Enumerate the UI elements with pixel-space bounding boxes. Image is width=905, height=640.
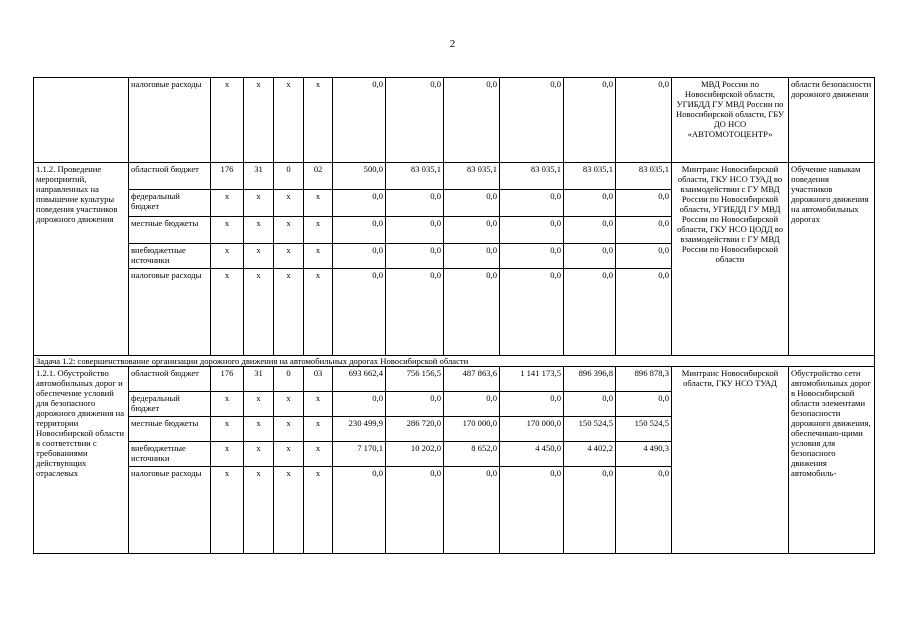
- value-cell: 83 035,1: [616, 163, 672, 190]
- value-cell: 0,0: [333, 392, 386, 417]
- value-cell: 0,0: [333, 217, 386, 244]
- task-title: Задача 1.2: совершенствование организации дорожного движения на автомобильных дорогах Новосибирской области: [34, 356, 875, 367]
- code-cell: х: [304, 190, 333, 217]
- measure-name-cell: [34, 78, 129, 163]
- value-cell: 0,0: [444, 190, 500, 217]
- task-row: [34, 356, 875, 367]
- value-cell: 0,0: [386, 217, 444, 244]
- code-cell: х: [274, 190, 304, 217]
- code-cell: х: [244, 78, 274, 163]
- code-cell: х: [211, 190, 244, 217]
- code-cell: х: [274, 392, 304, 417]
- value-cell: 7 170,1: [333, 442, 386, 467]
- code-cell: х: [304, 442, 333, 467]
- value-cell: 0,0: [616, 467, 672, 554]
- funding-source: налоговые расходы: [129, 78, 211, 163]
- executor-cell: Минтранс Новосибирской области, ГКУ НСО ТУАД во взаимодействии с ГУ МВД России по Новосибирской области, УГИБДД ГУ МВД России по Новосибирской области, ГКУ НСО ЦОДД во взаимодействии с ГУ МВД России по Новосибирской области: [672, 163, 789, 356]
- value-cell: 8 652,0: [444, 442, 500, 467]
- value-cell: 0,0: [616, 190, 672, 217]
- value-cell: 170 000,0: [444, 417, 500, 442]
- value-cell: 0,0: [444, 269, 500, 356]
- code-cell: х: [304, 217, 333, 244]
- executor-cell: МВД России по Новосибирской области, УГИБДД ГУ МВД России по Новосибирской области, ГБУ ДО НСО «АВТОМОТОЦЕНТР»: [672, 78, 789, 163]
- value-cell: 0,0: [444, 392, 500, 417]
- value-cell: 4 402,2: [564, 442, 616, 467]
- value-cell: 10 202,0: [386, 442, 444, 467]
- funding-source: налоговые расходы: [129, 269, 211, 356]
- value-cell: 0,0: [564, 78, 616, 163]
- table-row: [34, 163, 875, 190]
- value-cell: 0,0: [500, 467, 564, 554]
- code-cell: х: [274, 467, 304, 554]
- value-cell: 4 450,0: [500, 442, 564, 467]
- code-cell: х: [244, 217, 274, 244]
- code-cell: х: [211, 244, 244, 269]
- funding-source: областной бюджет: [129, 367, 211, 392]
- funding-source: областной бюджет: [129, 163, 211, 190]
- code-cell: х: [244, 417, 274, 442]
- funding-source: местные бюджеты: [129, 417, 211, 442]
- code-cell: х: [304, 269, 333, 356]
- code-cell: х: [211, 217, 244, 244]
- code-cell: х: [211, 417, 244, 442]
- code-cell: 03: [304, 367, 333, 392]
- code-cell: х: [211, 467, 244, 554]
- value-cell: 896 878,3: [616, 367, 672, 392]
- value-cell: 0,0: [616, 217, 672, 244]
- code-cell: х: [274, 417, 304, 442]
- value-cell: 0,0: [333, 244, 386, 269]
- code-cell: х: [244, 467, 274, 554]
- value-cell: 0,0: [564, 244, 616, 269]
- page-number: 2: [449, 38, 456, 50]
- value-cell: 0,0: [564, 190, 616, 217]
- funding-source: федеральный бюджет: [129, 190, 211, 217]
- value-cell: 83 035,1: [500, 163, 564, 190]
- value-cell: 0,0: [616, 78, 672, 163]
- value-cell: 896 396,8: [564, 367, 616, 392]
- code-cell: х: [304, 467, 333, 554]
- code-cell: х: [244, 244, 274, 269]
- funding-source: местные бюджеты: [129, 217, 211, 244]
- code-cell: 0: [274, 163, 304, 190]
- value-cell: 0,0: [616, 269, 672, 356]
- funding-source: федеральный бюджет: [129, 392, 211, 417]
- result-cell: области безопасности дорожного движения: [789, 78, 875, 163]
- value-cell: 150 524,5: [616, 417, 672, 442]
- code-cell: х: [244, 392, 274, 417]
- executor-cell: Минтранс Новосибирской области, ГКУ НСО ТУАД: [672, 367, 789, 554]
- code-cell: 31: [244, 163, 274, 190]
- code-cell: х: [274, 442, 304, 467]
- measure-name-cell: 1.1.2. Проведение мероприятий, направленных на повышение культуры поведения участников дорожного движения: [34, 163, 129, 356]
- value-cell: 0,0: [564, 392, 616, 417]
- value-cell: 0,0: [386, 392, 444, 417]
- value-cell: 487 863,6: [444, 367, 500, 392]
- measure-name-cell: 1.2.1. Обустройство автомобильных дорог и обеспечение условий для безопасного дорожного движения на территории Новосибирской области в соответствии с требованиями действующих отраслевых: [34, 367, 129, 554]
- code-cell: х: [274, 78, 304, 163]
- value-cell: 693 662,4: [333, 367, 386, 392]
- value-cell: 0,0: [500, 190, 564, 217]
- value-cell: 230 499,9: [333, 417, 386, 442]
- value-cell: 0,0: [386, 467, 444, 554]
- funding-source: внебюджетные источники: [129, 244, 211, 269]
- code-cell: х: [304, 417, 333, 442]
- code-cell: х: [304, 78, 333, 163]
- value-cell: 83 035,1: [564, 163, 616, 190]
- code-cell: х: [211, 269, 244, 356]
- result-cell: Обучение навыкам поведения участников дорожного движения на автомобильных дорогах: [789, 163, 875, 356]
- code-cell: х: [211, 442, 244, 467]
- value-cell: 150 524,5: [564, 417, 616, 442]
- code-cell: 31: [244, 367, 274, 392]
- code-cell: х: [244, 442, 274, 467]
- funding-source: внебюджетные источники: [129, 442, 211, 467]
- value-cell: 0,0: [616, 244, 672, 269]
- code-cell: х: [274, 244, 304, 269]
- code-cell: х: [211, 392, 244, 417]
- value-cell: 500,0: [333, 163, 386, 190]
- code-cell: 02: [304, 163, 333, 190]
- value-cell: 0,0: [564, 217, 616, 244]
- value-cell: 0,0: [564, 467, 616, 554]
- result-cell: Обустройство сети автомобильных дорог в Новосибирской области элементами безопасности дорожного движения, обеспечиваю-щими условия для безопасного движения автомобиль-: [789, 367, 875, 554]
- value-cell: 0,0: [444, 244, 500, 269]
- code-cell: х: [304, 244, 333, 269]
- value-cell: 0,0: [386, 269, 444, 356]
- code-cell: х: [211, 78, 244, 163]
- value-cell: 0,0: [500, 244, 564, 269]
- code-cell: 176: [211, 367, 244, 392]
- value-cell: 0,0: [333, 78, 386, 163]
- value-cell: 0,0: [386, 78, 444, 163]
- value-cell: 0,0: [444, 78, 500, 163]
- value-cell: 0,0: [500, 269, 564, 356]
- value-cell: 0,0: [444, 217, 500, 244]
- value-cell: 0,0: [616, 392, 672, 417]
- value-cell: 0,0: [386, 190, 444, 217]
- funding-source: налоговые расходы: [129, 467, 211, 554]
- table-row: [34, 367, 875, 392]
- value-cell: 0,0: [500, 78, 564, 163]
- value-cell: 0,0: [444, 467, 500, 554]
- value-cell: 4 490,3: [616, 442, 672, 467]
- table-row: [34, 78, 875, 163]
- value-cell: 0,0: [500, 392, 564, 417]
- value-cell: 0,0: [333, 467, 386, 554]
- value-cell: 170 000,0: [500, 417, 564, 442]
- code-cell: х: [244, 190, 274, 217]
- code-cell: х: [244, 269, 274, 356]
- program-measures-table: [33, 77, 875, 554]
- value-cell: 0,0: [333, 190, 386, 217]
- value-cell: 756 156,5: [386, 367, 444, 392]
- code-cell: 176: [211, 163, 244, 190]
- code-cell: х: [274, 217, 304, 244]
- value-cell: 0,0: [564, 269, 616, 356]
- value-cell: 0,0: [500, 217, 564, 244]
- code-cell: х: [274, 269, 304, 356]
- code-cell: х: [304, 392, 333, 417]
- value-cell: 1 141 173,5: [500, 367, 564, 392]
- value-cell: 286 720,0: [386, 417, 444, 442]
- value-cell: 83 035,1: [444, 163, 500, 190]
- value-cell: 0,0: [333, 269, 386, 356]
- value-cell: 83 035,1: [386, 163, 444, 190]
- value-cell: 0,0: [386, 244, 444, 269]
- code-cell: 0: [274, 367, 304, 392]
